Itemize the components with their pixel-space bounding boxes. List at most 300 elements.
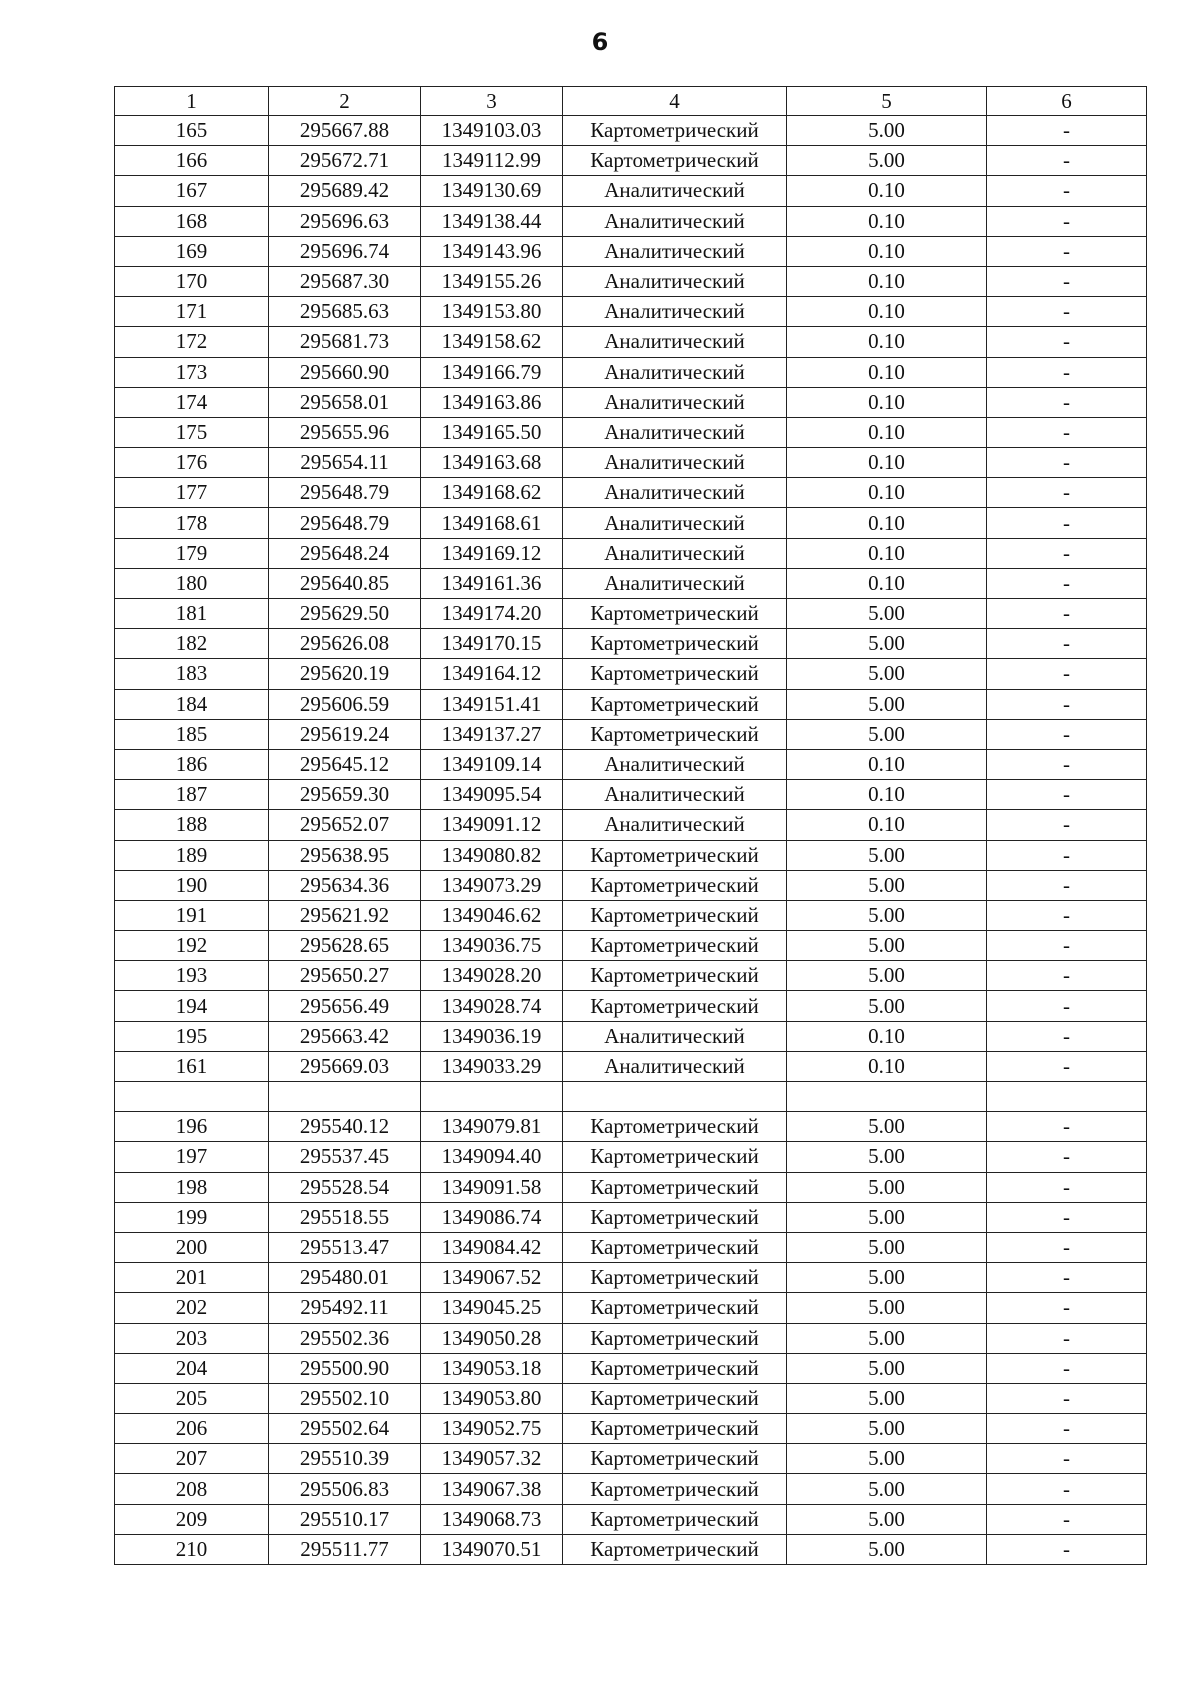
accuracy-cell: 0.10 [787, 176, 987, 206]
method-cell: Аналитический [563, 236, 787, 266]
y-coordinate-cell: 1349094.40 [421, 1142, 563, 1172]
note-cell: - [987, 1353, 1147, 1383]
method-cell: Картометрический [563, 599, 787, 629]
y-coordinate-cell: 1349068.73 [421, 1504, 563, 1534]
accuracy-cell: 0.10 [787, 357, 987, 387]
y-coordinate-cell: 1349155.26 [421, 266, 563, 296]
y-coordinate-cell: 1349036.75 [421, 931, 563, 961]
method-cell: Картометрический [563, 991, 787, 1021]
accuracy-cell: 5.00 [787, 719, 987, 749]
table-row [115, 206, 1147, 236]
note-cell: - [987, 327, 1147, 357]
y-coordinate-cell: 1349153.80 [421, 297, 563, 327]
accuracy-cell: 0.10 [787, 297, 987, 327]
method-cell: Картометрический [563, 1414, 787, 1444]
table-row [115, 417, 1147, 447]
coordinates-table [114, 86, 1147, 1565]
y-coordinate-cell: 1349138.44 [421, 206, 563, 236]
table-row [115, 599, 1147, 629]
table-row [115, 1263, 1147, 1293]
y-coordinate-cell: 1349163.86 [421, 387, 563, 417]
x-coordinate-cell: 295681.73 [269, 327, 421, 357]
table-row [115, 689, 1147, 719]
point-number-cell: 190 [115, 870, 269, 900]
method-cell: Аналитический [563, 1051, 787, 1081]
accuracy-cell: 0.10 [787, 206, 987, 236]
accuracy-cell: 5.00 [787, 1534, 987, 1564]
y-coordinate-cell [421, 1082, 563, 1112]
table-row [115, 780, 1147, 810]
table-row [115, 1323, 1147, 1353]
accuracy-cell: 5.00 [787, 840, 987, 870]
x-coordinate-cell: 295669.03 [269, 1051, 421, 1081]
y-coordinate-cell: 1349137.27 [421, 719, 563, 749]
x-coordinate-cell: 295502.36 [269, 1323, 421, 1353]
note-cell: - [987, 568, 1147, 598]
method-cell: Аналитический [563, 417, 787, 447]
y-coordinate-cell: 1349143.96 [421, 236, 563, 266]
note-cell: - [987, 961, 1147, 991]
accuracy-cell: 5.00 [787, 1232, 987, 1262]
x-coordinate-cell: 295687.30 [269, 266, 421, 296]
x-coordinate-cell: 295650.27 [269, 961, 421, 991]
column-header: 3 [421, 87, 563, 116]
y-coordinate-cell: 1349067.38 [421, 1474, 563, 1504]
method-cell: Аналитический [563, 478, 787, 508]
method-cell: Картометрический [563, 1263, 787, 1293]
y-coordinate-cell: 1349112.99 [421, 146, 563, 176]
x-coordinate-cell: 295645.12 [269, 749, 421, 779]
point-number-cell: 195 [115, 1021, 269, 1051]
note-cell: - [987, 508, 1147, 538]
method-cell: Аналитический [563, 508, 787, 538]
table-row [115, 538, 1147, 568]
point-number-cell: 187 [115, 780, 269, 810]
note-cell: - [987, 1293, 1147, 1323]
point-number-cell: 196 [115, 1112, 269, 1142]
x-coordinate-cell: 295659.30 [269, 780, 421, 810]
note-cell: - [987, 417, 1147, 447]
x-coordinate-cell: 295663.42 [269, 1021, 421, 1051]
x-coordinate-cell: 295696.74 [269, 236, 421, 266]
method-cell: Картометрический [563, 900, 787, 930]
x-coordinate-cell: 295638.95 [269, 840, 421, 870]
x-coordinate-cell: 295626.08 [269, 629, 421, 659]
method-cell: Картометрический [563, 116, 787, 146]
note-cell: - [987, 870, 1147, 900]
method-cell: Картометрический [563, 961, 787, 991]
point-number-cell: 172 [115, 327, 269, 357]
point-number-cell: 181 [115, 599, 269, 629]
method-cell: Картометрический [563, 840, 787, 870]
y-coordinate-cell: 1349045.25 [421, 1293, 563, 1323]
method-cell: Картометрический [563, 629, 787, 659]
point-number-cell: 177 [115, 478, 269, 508]
table-row [115, 900, 1147, 930]
accuracy-cell: 5.00 [787, 1263, 987, 1293]
table-row [115, 266, 1147, 296]
x-coordinate-cell: 295648.79 [269, 478, 421, 508]
point-number-cell: 207 [115, 1444, 269, 1474]
table-row [115, 1383, 1147, 1413]
x-coordinate-cell: 295655.96 [269, 417, 421, 447]
point-number-cell: 188 [115, 810, 269, 840]
table-row [115, 659, 1147, 689]
note-cell: - [987, 357, 1147, 387]
note-cell: - [987, 236, 1147, 266]
method-cell: Картометрический [563, 146, 787, 176]
method-cell: Картометрический [563, 1323, 787, 1353]
column-header: 4 [563, 87, 787, 116]
method-cell: Картометрический [563, 1504, 787, 1534]
table-row [115, 1202, 1147, 1232]
y-coordinate-cell: 1349163.68 [421, 448, 563, 478]
accuracy-cell: 5.00 [787, 961, 987, 991]
accuracy-cell: 0.10 [787, 327, 987, 357]
accuracy-cell: 5.00 [787, 1323, 987, 1353]
accuracy-cell: 0.10 [787, 266, 987, 296]
note-cell: - [987, 659, 1147, 689]
accuracy-cell: 5.00 [787, 1444, 987, 1474]
note-cell: - [987, 1414, 1147, 1444]
point-number-cell: 202 [115, 1293, 269, 1323]
accuracy-cell: 5.00 [787, 1504, 987, 1534]
method-cell: Картометрический [563, 1112, 787, 1142]
point-number-cell: 184 [115, 689, 269, 719]
point-number-cell: 161 [115, 1051, 269, 1081]
y-coordinate-cell: 1349057.32 [421, 1444, 563, 1474]
accuracy-cell: 5.00 [787, 116, 987, 146]
accuracy-cell: 0.10 [787, 508, 987, 538]
x-coordinate-cell: 295528.54 [269, 1172, 421, 1202]
note-cell: - [987, 1444, 1147, 1474]
x-coordinate-cell: 295689.42 [269, 176, 421, 206]
x-coordinate-cell: 295654.11 [269, 448, 421, 478]
point-number-cell: 197 [115, 1142, 269, 1172]
note-cell: - [987, 1263, 1147, 1293]
method-cell: Аналитический [563, 297, 787, 327]
accuracy-cell: 0.10 [787, 236, 987, 266]
accuracy-cell: 0.10 [787, 568, 987, 598]
x-coordinate-cell: 295658.01 [269, 387, 421, 417]
x-coordinate-cell: 295619.24 [269, 719, 421, 749]
x-coordinate-cell: 295621.92 [269, 900, 421, 930]
x-coordinate-cell: 295648.24 [269, 538, 421, 568]
table-row [115, 1444, 1147, 1474]
y-coordinate-cell: 1349164.12 [421, 659, 563, 689]
note-cell: - [987, 478, 1147, 508]
accuracy-cell: 5.00 [787, 659, 987, 689]
accuracy-cell: 5.00 [787, 1383, 987, 1413]
note-cell: - [987, 1232, 1147, 1262]
x-coordinate-cell: 295640.85 [269, 568, 421, 598]
point-number-cell: 209 [115, 1504, 269, 1534]
table-row [115, 1082, 1147, 1112]
table-row [115, 749, 1147, 779]
note-cell: - [987, 1383, 1147, 1413]
note-cell: - [987, 629, 1147, 659]
y-coordinate-cell: 1349130.69 [421, 176, 563, 206]
x-coordinate-cell: 295518.55 [269, 1202, 421, 1232]
point-number-cell: 189 [115, 840, 269, 870]
x-coordinate-cell: 295500.90 [269, 1353, 421, 1383]
point-number-cell: 205 [115, 1383, 269, 1413]
table-row [115, 870, 1147, 900]
table-row [115, 478, 1147, 508]
note-cell [987, 1082, 1147, 1112]
point-number-cell: 193 [115, 961, 269, 991]
note-cell: - [987, 538, 1147, 568]
y-coordinate-cell: 1349103.03 [421, 116, 563, 146]
x-coordinate-cell: 295667.88 [269, 116, 421, 146]
method-cell: Картометрический [563, 1232, 787, 1262]
x-coordinate-cell: 295696.63 [269, 206, 421, 236]
table-row [115, 1293, 1147, 1323]
accuracy-cell: 5.00 [787, 1172, 987, 1202]
method-cell: Картометрический [563, 1142, 787, 1172]
point-number-cell: 165 [115, 116, 269, 146]
note-cell: - [987, 1534, 1147, 1564]
x-coordinate-cell: 295652.07 [269, 810, 421, 840]
note-cell: - [987, 1323, 1147, 1353]
method-cell: Аналитический [563, 538, 787, 568]
point-number-cell: 174 [115, 387, 269, 417]
table-row [115, 1021, 1147, 1051]
method-cell: Аналитический [563, 780, 787, 810]
table-row [115, 297, 1147, 327]
accuracy-cell: 5.00 [787, 1474, 987, 1504]
point-number-cell: 191 [115, 900, 269, 930]
table-row [115, 1172, 1147, 1202]
table-header-row [115, 87, 1147, 116]
method-cell: Картометрический [563, 1383, 787, 1413]
method-cell: Картометрический [563, 870, 787, 900]
method-cell: Картометрический [563, 1534, 787, 1564]
y-coordinate-cell: 1349052.75 [421, 1414, 563, 1444]
note-cell: - [987, 719, 1147, 749]
y-coordinate-cell: 1349080.82 [421, 840, 563, 870]
table-row [115, 1474, 1147, 1504]
method-cell: Картометрический [563, 1474, 787, 1504]
method-cell: Картометрический [563, 1293, 787, 1323]
method-cell [563, 1082, 787, 1112]
table-row [115, 1142, 1147, 1172]
note-cell: - [987, 1142, 1147, 1172]
table-row [115, 1353, 1147, 1383]
point-number-cell: 208 [115, 1474, 269, 1504]
accuracy-cell: 0.10 [787, 417, 987, 447]
point-number-cell: 173 [115, 357, 269, 387]
column-header: 6 [987, 87, 1147, 116]
table-row [115, 327, 1147, 357]
point-number-cell: 192 [115, 931, 269, 961]
y-coordinate-cell: 1349050.28 [421, 1323, 563, 1353]
x-coordinate-cell: 295634.36 [269, 870, 421, 900]
x-coordinate-cell: 295506.83 [269, 1474, 421, 1504]
accuracy-cell: 0.10 [787, 810, 987, 840]
note-cell: - [987, 931, 1147, 961]
table-row [115, 931, 1147, 961]
table-row [115, 387, 1147, 417]
accuracy-cell: 5.00 [787, 1202, 987, 1232]
x-coordinate-cell: 295629.50 [269, 599, 421, 629]
table-row [115, 1112, 1147, 1142]
point-number-cell: 175 [115, 417, 269, 447]
y-coordinate-cell: 1349028.20 [421, 961, 563, 991]
y-coordinate-cell: 1349174.20 [421, 599, 563, 629]
note-cell: - [987, 689, 1147, 719]
point-number-cell: 206 [115, 1414, 269, 1444]
point-number-cell: 198 [115, 1172, 269, 1202]
method-cell: Аналитический [563, 266, 787, 296]
method-cell: Картометрический [563, 1172, 787, 1202]
table-row [115, 991, 1147, 1021]
y-coordinate-cell: 1349084.42 [421, 1232, 563, 1262]
point-number-cell: 203 [115, 1323, 269, 1353]
y-coordinate-cell: 1349079.81 [421, 1112, 563, 1142]
accuracy-cell: 5.00 [787, 931, 987, 961]
point-number-cell: 185 [115, 719, 269, 749]
x-coordinate-cell: 295628.65 [269, 931, 421, 961]
accuracy-cell: 5.00 [787, 991, 987, 1021]
accuracy-cell: 5.00 [787, 146, 987, 176]
method-cell: Аналитический [563, 206, 787, 236]
x-coordinate-cell: 295606.59 [269, 689, 421, 719]
page-number: 6 [591, 28, 609, 56]
note-cell: - [987, 749, 1147, 779]
method-cell: Картометрический [563, 689, 787, 719]
point-number-cell: 186 [115, 749, 269, 779]
x-coordinate-cell: 295672.71 [269, 146, 421, 176]
point-number-cell: 200 [115, 1232, 269, 1262]
table-row [115, 357, 1147, 387]
point-number-cell [115, 1082, 269, 1112]
x-coordinate-cell: 295656.49 [269, 991, 421, 1021]
y-coordinate-cell: 1349109.14 [421, 749, 563, 779]
y-coordinate-cell: 1349086.74 [421, 1202, 563, 1232]
y-coordinate-cell: 1349091.12 [421, 810, 563, 840]
y-coordinate-cell: 1349073.29 [421, 870, 563, 900]
x-coordinate-cell: 295510.17 [269, 1504, 421, 1534]
point-number-cell: 169 [115, 236, 269, 266]
method-cell: Аналитический [563, 749, 787, 779]
point-number-cell: 178 [115, 508, 269, 538]
note-cell: - [987, 1021, 1147, 1051]
note-cell: - [987, 1172, 1147, 1202]
y-coordinate-cell: 1349170.15 [421, 629, 563, 659]
accuracy-cell: 0.10 [787, 538, 987, 568]
accuracy-cell: 5.00 [787, 1293, 987, 1323]
accuracy-cell [787, 1082, 987, 1112]
note-cell: - [987, 840, 1147, 870]
point-number-cell: 201 [115, 1263, 269, 1293]
y-coordinate-cell: 1349046.62 [421, 900, 563, 930]
y-coordinate-cell: 1349091.58 [421, 1172, 563, 1202]
accuracy-cell: 0.10 [787, 448, 987, 478]
y-coordinate-cell: 1349033.29 [421, 1051, 563, 1081]
note-cell: - [987, 1474, 1147, 1504]
column-header: 5 [787, 87, 987, 116]
note-cell: - [987, 448, 1147, 478]
y-coordinate-cell: 1349168.61 [421, 508, 563, 538]
point-number-cell: 167 [115, 176, 269, 206]
point-number-cell: 210 [115, 1534, 269, 1564]
method-cell: Картометрический [563, 1202, 787, 1232]
point-number-cell: 199 [115, 1202, 269, 1232]
y-coordinate-cell: 1349158.62 [421, 327, 563, 357]
accuracy-cell: 5.00 [787, 1414, 987, 1444]
note-cell: - [987, 387, 1147, 417]
accuracy-cell: 0.10 [787, 749, 987, 779]
method-cell: Аналитический [563, 810, 787, 840]
note-cell: - [987, 176, 1147, 206]
column-header: 2 [269, 87, 421, 116]
y-coordinate-cell: 1349168.62 [421, 478, 563, 508]
table-row [115, 1504, 1147, 1534]
method-cell: Аналитический [563, 1021, 787, 1051]
x-coordinate-cell: 295513.47 [269, 1232, 421, 1262]
note-cell: - [987, 266, 1147, 296]
method-cell: Картометрический [563, 1353, 787, 1383]
method-cell: Аналитический [563, 568, 787, 598]
accuracy-cell: 0.10 [787, 1051, 987, 1081]
x-coordinate-cell: 295540.12 [269, 1112, 421, 1142]
y-coordinate-cell: 1349095.54 [421, 780, 563, 810]
point-number-cell: 183 [115, 659, 269, 689]
method-cell: Картометрический [563, 931, 787, 961]
table-body [115, 116, 1147, 1565]
x-coordinate-cell: 295648.79 [269, 508, 421, 538]
table-row [115, 568, 1147, 598]
method-cell: Аналитический [563, 387, 787, 417]
method-cell: Картометрический [563, 1444, 787, 1474]
x-coordinate-cell: 295537.45 [269, 1142, 421, 1172]
point-number-cell: 194 [115, 991, 269, 1021]
accuracy-cell: 5.00 [787, 599, 987, 629]
note-cell: - [987, 599, 1147, 629]
accuracy-cell: 5.00 [787, 1353, 987, 1383]
point-number-cell: 166 [115, 146, 269, 176]
note-cell: - [987, 146, 1147, 176]
point-number-cell: 179 [115, 538, 269, 568]
table-row [115, 810, 1147, 840]
y-coordinate-cell: 1349166.79 [421, 357, 563, 387]
x-coordinate-cell [269, 1082, 421, 1112]
point-number-cell: 168 [115, 206, 269, 236]
accuracy-cell: 5.00 [787, 1112, 987, 1142]
x-coordinate-cell: 295502.10 [269, 1383, 421, 1413]
x-coordinate-cell: 295511.77 [269, 1534, 421, 1564]
y-coordinate-cell: 1349165.50 [421, 417, 563, 447]
note-cell: - [987, 1202, 1147, 1232]
method-cell: Картометрический [563, 659, 787, 689]
x-coordinate-cell: 295492.11 [269, 1293, 421, 1323]
x-coordinate-cell: 295502.64 [269, 1414, 421, 1444]
accuracy-cell: 0.10 [787, 780, 987, 810]
note-cell: - [987, 1504, 1147, 1534]
point-number-cell: 204 [115, 1353, 269, 1383]
table-row [115, 448, 1147, 478]
table-row [115, 116, 1147, 146]
table-row [115, 1232, 1147, 1262]
table-row [115, 629, 1147, 659]
table-row [115, 1051, 1147, 1081]
method-cell: Аналитический [563, 327, 787, 357]
method-cell: Аналитический [563, 176, 787, 206]
note-cell: - [987, 206, 1147, 236]
table-row [115, 1414, 1147, 1444]
y-coordinate-cell: 1349161.36 [421, 568, 563, 598]
